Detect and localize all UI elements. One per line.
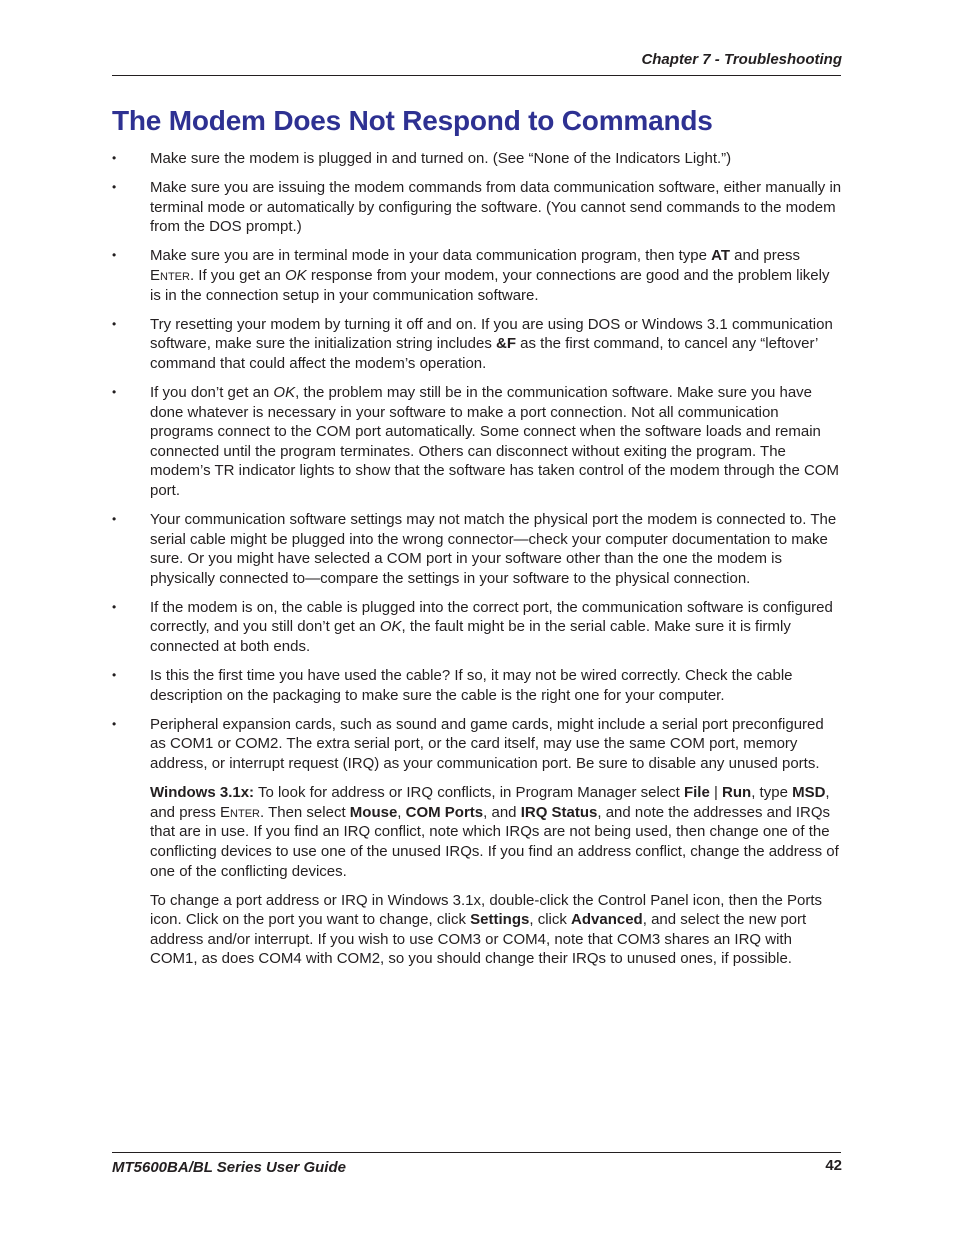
bullet-icon: •: [112, 248, 117, 263]
bullet-icon: •: [112, 151, 117, 165]
command-f: &F: [496, 335, 516, 353]
ok-response: OK: [273, 383, 296, 401]
change-port-instructions: To change a port address or IRQ in Windows 3.1x, double-click the Control Panel icon, then the Ports icon. Click on the port you want to change, click Settings, click Advanced, and select the new port address and/or interrupt. If you wish to use COM3 or COM4, note that COM3 shares an IRQ with COM1, as does COM4 with COM2, so you should change their IRQs to unused ones, if possible.: [150, 891, 823, 968]
command-at: AT: [711, 247, 730, 265]
footer-rule: [112, 1152, 841, 1153]
bullet-icon: •: [112, 716, 117, 731]
list-item: • If you don’t get an OK, the problem may still be in the communication software. Make sure you have done whatever is necessary in your software to make a port connection. Not all communication programs connect to the COM port automatically. Some connect when the software loads and remain connected until the program terminates. Others can disconnect without exiting the program. The modem’s TR indicator lights to show that the software has taken control of the modem through the COM port.: [112, 383, 839, 499]
list-item: • If the modem is on, the cable is plugged into the correct port, the communication software is configured correctly, and you still don’t get an OK, the fault might be in the serial cable. Make sure it is firmly connected at both ends.: [112, 598, 833, 656]
bullet-icon: •: [112, 180, 117, 195]
body-content: [112, 149, 842, 978]
bullet-icon: •: [112, 599, 117, 614]
troubleshooting-list: [112, 149, 842, 774]
enter-key: Enter: [220, 803, 260, 821]
enter-key: Enter: [150, 266, 190, 284]
bullet-icon: •: [112, 316, 117, 331]
page-number: 42: [825, 1157, 842, 1174]
list-item: • Peripheral expansion cards, such as sound and game cards, might include a serial port preconfigured as COM1 or COM2. The extra serial port, or the card itself, may use the same COM port, memory address, or interrupt request (IRQ) as your communication port. Be sure to disable any unused ports.: [112, 715, 824, 773]
list-item: • Your communication software settings may not match the physical port the modem is connected to. The serial cable might be plugged into the wrong connector—check your computer documentation to make sure. Or you might have selected a COM port in your software other than the one the modem is physically connected to—compare the settings in your software to the physical connection.: [112, 511, 837, 587]
running-header: Chapter 7 - Troubleshooting: [641, 51, 842, 68]
list-item: • Is this the first time you have used the cable? If so, it may not be wired correctly. Check the cable description on the packaging to make sure the cable is the right one for your computer.: [112, 667, 793, 704]
list-item: • Make sure you are issuing the modem commands from data communication software, either manually in terminal mode or automatically by configuring the software. (You cannot send commands to the modem from the DOS prompt.): [112, 179, 842, 236]
list-item: • Make sure the modem is plugged in and turned on. (See “None of the Indicators Light.”): [112, 150, 732, 167]
ok-response: OK: [379, 618, 402, 636]
windows-instructions: Windows 3.1x: To look for address or IRQ conflicts, in Program Manager select File | Run, type MSD, and press Enter. Then select Mouse, COM Ports, and IRQ Status, and note the addresses and IRQs that are in use. If you find an IRQ conflict, note which IRQs are not being used, then change one of the conflicting devices to use one of the unused IRQs. If you find an address conflict, change the address of one of the conflicting devices.: [150, 784, 839, 880]
guide-title: MT5600BA/BL Series User Guide: [112, 1159, 346, 1176]
page-title: The Modem Does Not Respond to Commands: [112, 105, 713, 136]
ok-response: OK: [285, 266, 307, 284]
bullet-icon: •: [112, 668, 117, 683]
list-item: • Make sure you are in terminal mode in your data communication program, then type AT and press Enter. If you get an OK response from your modem, your connections are good and the problem likely is in the connection setup in your communication software.: [112, 247, 830, 304]
header-rule: [112, 75, 841, 76]
list-item: • Try resetting your modem by turning it off and on. If you are using DOS or Windows 3.1 communication software, make sure the initialization string includes &F as the first command, to cancel any “leftover’ command that could affect the modem’s operation.: [112, 315, 833, 372]
bullet-icon: •: [112, 512, 117, 526]
bullet-icon: •: [112, 384, 117, 399]
